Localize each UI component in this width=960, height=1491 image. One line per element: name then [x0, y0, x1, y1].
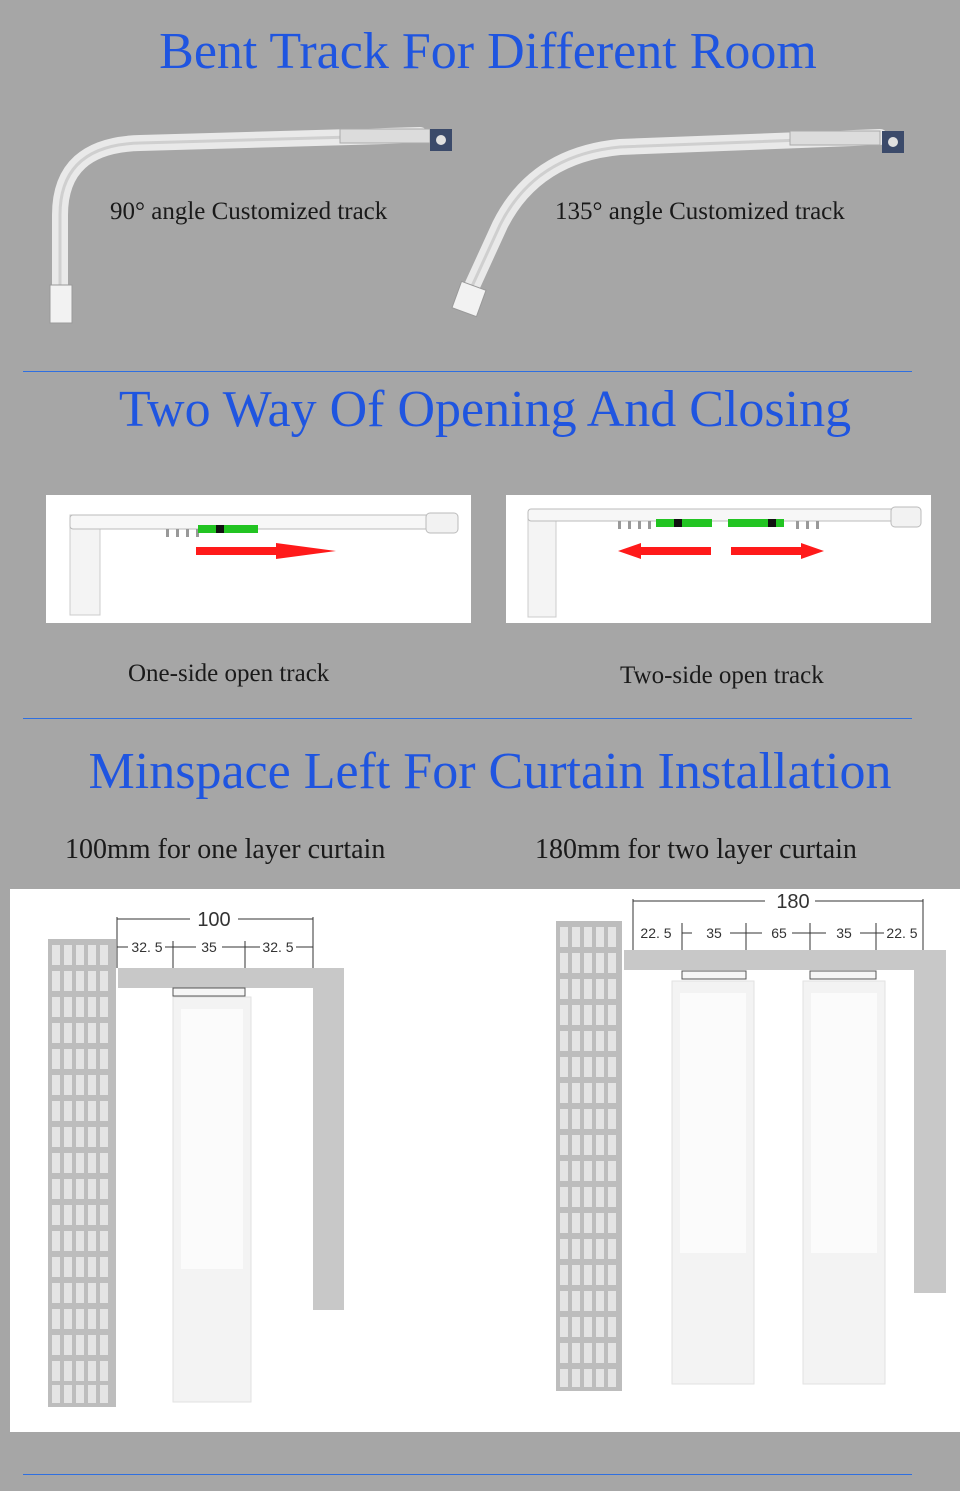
- caption-two-layer: 180mm for two layer curtain: [535, 834, 857, 865]
- dim-seg-right-5: 22. 5: [886, 925, 918, 941]
- section-title-minspace: Minspace Left For Curtain Installation: [88, 743, 892, 800]
- dim-seg-left-2: 35: [201, 939, 217, 955]
- dim-seg-left-1: 32. 5: [131, 939, 163, 955]
- dim-seg-right-2: 35: [706, 925, 722, 941]
- two-side-track-panel: [506, 495, 931, 623]
- one-side-track-panel: [46, 495, 471, 623]
- dim-total-left: 100: [197, 909, 231, 931]
- divider-3: [23, 1474, 912, 1475]
- dim-seg-left-3: 32. 5: [262, 939, 294, 955]
- caption-90-track: 90° angle Customized track: [110, 198, 388, 225]
- dim-seg-right-3: 65: [771, 925, 787, 941]
- brick-wall-left: [48, 939, 116, 1407]
- brick-wall-right: [556, 921, 622, 1391]
- section-title-opening: Two Way Of Opening And Closing: [118, 381, 852, 438]
- caption-one-side: One-side open track: [128, 660, 330, 687]
- section-title-bent: Bent Track For Different Room: [159, 23, 817, 80]
- two-side-track-image: [506, 495, 931, 623]
- installation-diagram-panel: [10, 889, 960, 1432]
- dim-seg-right-1: 22. 5: [640, 925, 672, 941]
- caption-135-track: 135° angle Customized track: [555, 198, 845, 225]
- caption-two-side: Two-side open track: [620, 662, 824, 689]
- two-layer-diagram: [540, 889, 960, 1432]
- one-side-track-image: [46, 495, 471, 623]
- dim-total-right: 180: [776, 891, 810, 913]
- caption-one-layer: 100mm for one layer curtain: [65, 834, 386, 865]
- one-layer-diagram: [10, 889, 430, 1432]
- divider-2: [23, 718, 912, 719]
- divider-1: [23, 371, 912, 372]
- track-90-image: [40, 125, 470, 330]
- dim-seg-right-4: 35: [836, 925, 852, 941]
